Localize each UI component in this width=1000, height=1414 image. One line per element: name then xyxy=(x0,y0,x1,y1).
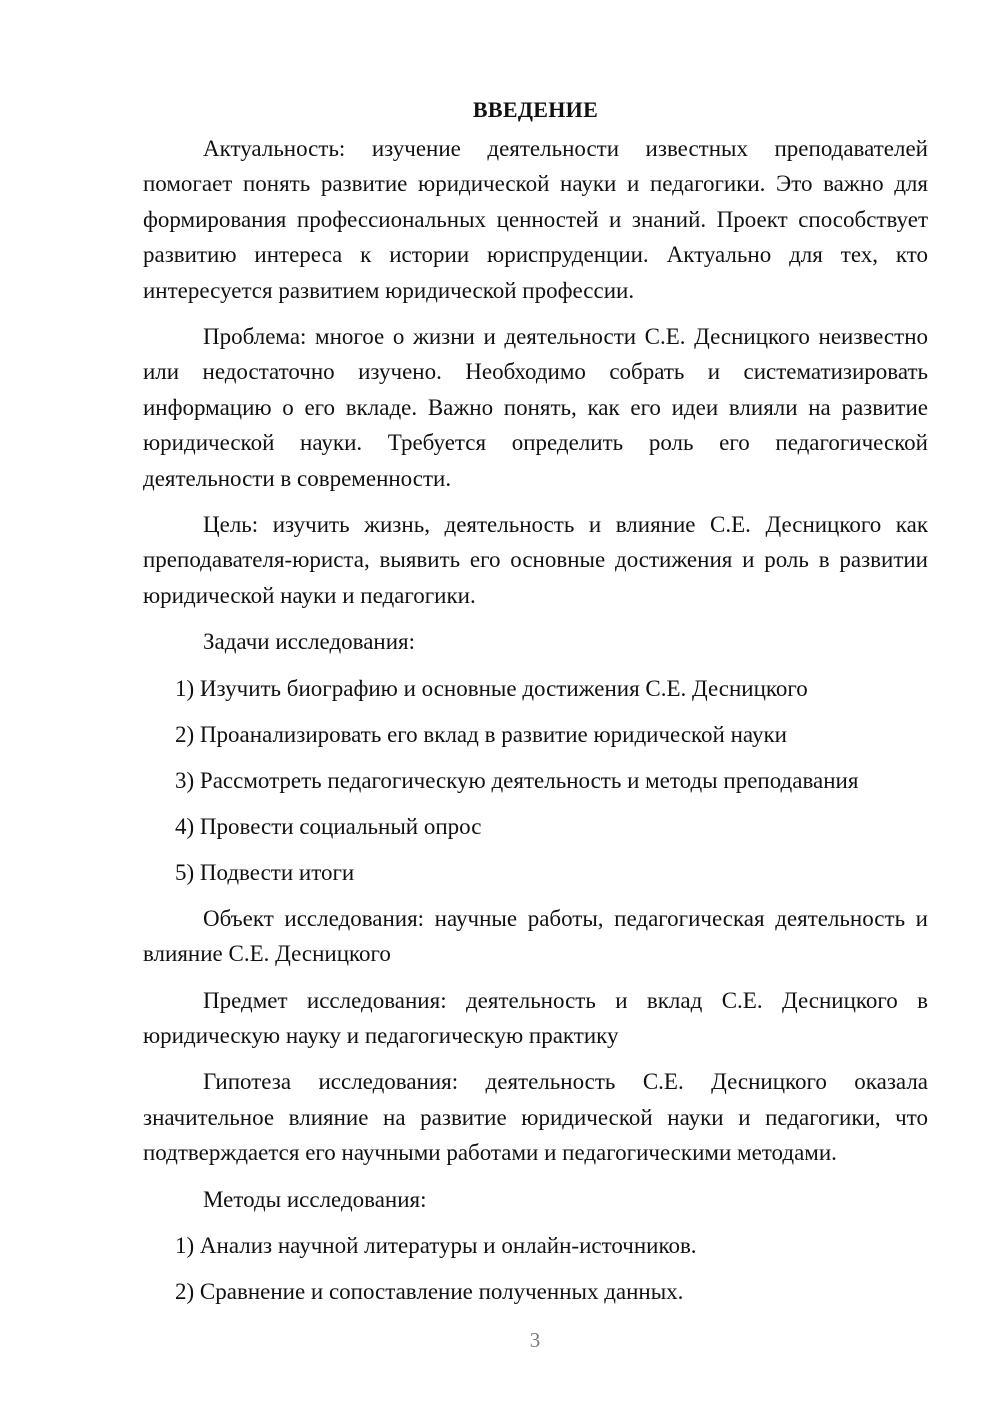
list-item: 2) Сравнение и сопоставление полученных данных. xyxy=(175,1278,684,1304)
object-paragraph: Объект исследования: научные работы, педагогическая деятельность и влияние С.Е. Десницкого xyxy=(143,905,928,967)
list-item: 5) Подвести итоги xyxy=(175,859,355,885)
list-item: 3) Рассмотреть педагогическую деятельность и методы преподавания xyxy=(175,767,859,793)
hypothesis-paragraph: Гипотеза исследования: деятельность С.Е. Десницкого оказала значительное влияние на развитие юридической науки и педагогики, что подтверждается его научными работами и педагогическими методами. xyxy=(143,1069,928,1166)
methods-title: Методы исследования: xyxy=(203,1186,427,1212)
methods-list xyxy=(143,1228,928,1309)
list-item: 2) Проанализировать его вклад в развитие юридической науки xyxy=(175,721,787,747)
tasks-title: Задачи исследования: xyxy=(203,629,416,655)
subject-paragraph: Предмет исследования: деятельность и вклад С.Е. Десницкого в юридическую науку и педагогическую практику xyxy=(143,987,928,1048)
problem-paragraph: Проблема: многое о жизни и деятельности С.Е. Десницкого неизвестно или недостаточно изучено. Необходимо собрать и систематизировать информацию о его вкладе. Важно понять, как его идеи влияли на развитие юридической науки. Требуется определить роль его педагогической деятельности в современности. xyxy=(143,324,928,491)
page-number: 3 xyxy=(529,1328,541,1352)
list-item: 1) Изучить биографию и основные достижения С.Е. Десницкого xyxy=(175,675,808,701)
tasks-list xyxy=(143,671,928,890)
section-heading: ВВЕДЕНИЕ xyxy=(472,97,599,122)
page-content xyxy=(143,92,928,1320)
relevance-paragraph: Актуальность: изучение деятельности известных преподавателей помогает понять развитие юридической науки и педагогики. Это важно для формирования профессиональных ценностей и знаний. Проект способствует развитию интереса к истории юриспруденции. Актуально для тех, кто интересуется развитием юридической профессии. xyxy=(143,136,928,303)
list-item: 4) Провести социальный опрос xyxy=(175,813,482,839)
list-item: 1) Анализ научной литературы и онлайн-источников. xyxy=(175,1232,697,1258)
goal-paragraph: Цель: изучить жизнь, деятельность и влияние С.Е. Десницкого как преподавателя-юриста, выявить его основные достижения и роль в развитии юридической науки и педагогики. xyxy=(143,512,928,608)
